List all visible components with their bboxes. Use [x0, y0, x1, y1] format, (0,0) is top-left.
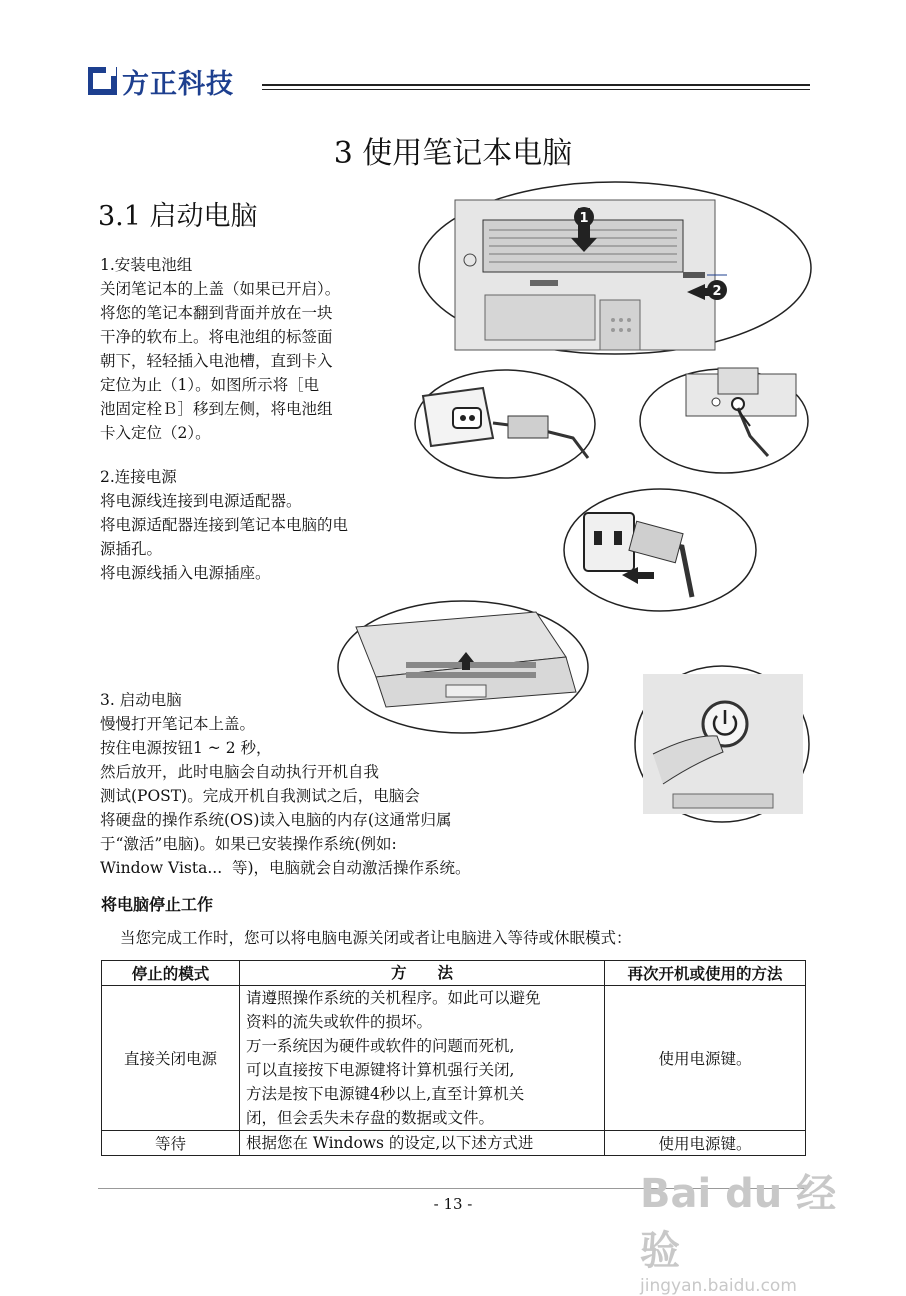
step1-line: 关闭笔记本的上盖（如果已开启）。: [100, 280, 341, 298]
step3-line: 于“激活”电脑)。如果已安装操作系统(例如:: [100, 835, 397, 853]
watermark-brand: Bai du 经验: [640, 1171, 837, 1274]
step2-text: [100, 465, 348, 585]
power-button-illustration: [633, 664, 811, 824]
watermark-url: jingyan.baidu.com: [640, 1276, 797, 1296]
method-line: 根据您在 Windows 的设定,以下述方式进: [246, 1134, 534, 1152]
battery-install-illustration: [415, 180, 815, 360]
step1-line: 干净的软布上。将电池组的标签面: [100, 328, 333, 346]
laptop-dc-jack-illustration: [638, 366, 810, 476]
brand-logo: [88, 62, 234, 100]
method-line: 闭，但会丢失未存盘的数据或文件。: [246, 1109, 495, 1127]
step3-line: 按住电源按钮1 ~ 2 秒，: [100, 739, 272, 757]
step2-line: 源插孔。: [100, 540, 163, 558]
open-lid-illustration: [336, 597, 591, 737]
method-cell: [240, 986, 605, 1131]
stop-intro: 当您完成工作时，您可以将电脑电源关闭或者让电脑进入等待或休眠模式：: [120, 929, 632, 947]
step2-line: 2.连接电源: [100, 468, 177, 486]
method-line: 请遵照操作系统的关机程序。如此可以避免: [246, 989, 541, 1007]
step1-line: 将您的笔记本翻到背面并放在一块: [100, 304, 333, 322]
founder-logo-icon: [88, 66, 118, 96]
table-header: 方 法: [240, 961, 605, 986]
table-row: [102, 986, 806, 1131]
table-header-row: [102, 961, 806, 986]
step3-line: 测试(POST)。完成开机自我测试之后，电脑会: [100, 787, 420, 805]
method-line: 万一系统因为硬件或软件的问题而死机,: [246, 1037, 515, 1055]
adapter-plug-illustration: [413, 368, 598, 480]
step3-line: 然后放开，此时电脑会自动执行开机自我: [100, 763, 380, 781]
step3-line: 将硬盘的操作系统(OS)读入电脑的内存(这通常归属: [100, 811, 452, 829]
step1-line: 朝下，轻轻插入电池槽，直到卡入: [100, 352, 333, 370]
mode-cell: 等待: [102, 1131, 240, 1156]
step1-line: 卡入定位（2）。: [100, 424, 211, 442]
step3-line: 慢慢打开笔记本上盖。: [100, 715, 256, 733]
step2-line: 将电源线插入电源插座。: [100, 564, 271, 582]
baidu-watermark: [640, 1162, 870, 1296]
header-rule: [262, 84, 810, 86]
step1-line: 定位为止（1）。如图所示将［电: [100, 376, 320, 394]
header-rule-thin: [262, 89, 810, 90]
step1-line: 池固定栓Ｂ］移到左侧，将电池组: [100, 400, 333, 418]
table-header: 停止的模式: [102, 961, 240, 986]
wall-socket-illustration: [562, 487, 758, 614]
restart-cell: 使用电源键。: [605, 1131, 806, 1156]
callout-2: 2: [712, 284, 722, 299]
method-cell: [240, 1131, 605, 1156]
section-title: 3.1 启动电脑: [98, 201, 258, 232]
restart-cell: 使用电源键。: [605, 986, 806, 1131]
mode-cell: 直接关闭电源: [102, 986, 240, 1131]
step3-line: Window Vista... 等)，电脑就会自动激活操作系统。: [100, 859, 471, 877]
step2-line: 将电源线连接到电源适配器。: [100, 492, 302, 510]
page-number: - 13 -: [433, 1195, 473, 1213]
table-row: [102, 1131, 806, 1156]
table-header: 再次开机或使用的方法: [605, 961, 806, 986]
stop-modes-table: [101, 960, 806, 1156]
chapter-title: 3 使用笔记本电脑: [333, 136, 573, 171]
method-line: 资料的流失或软件的损坏。: [246, 1013, 433, 1031]
callout-1: 1: [579, 211, 589, 226]
stop-heading: 将电脑停止工作: [101, 895, 214, 914]
step2-line: 将电源适配器连接到笔记本电脑的电: [100, 516, 349, 534]
step3-line: 3. 启动电脑: [100, 691, 182, 709]
method-line: 可以直接按下电源键将计算机强行关闭,: [246, 1061, 515, 1079]
logo-text: 方正科技: [122, 68, 234, 100]
step1-text: [100, 253, 340, 445]
method-line: 方法是按下电源键4秒以上,直至计算机关: [246, 1085, 525, 1103]
step1-line: 1.安装电池组: [100, 256, 193, 274]
